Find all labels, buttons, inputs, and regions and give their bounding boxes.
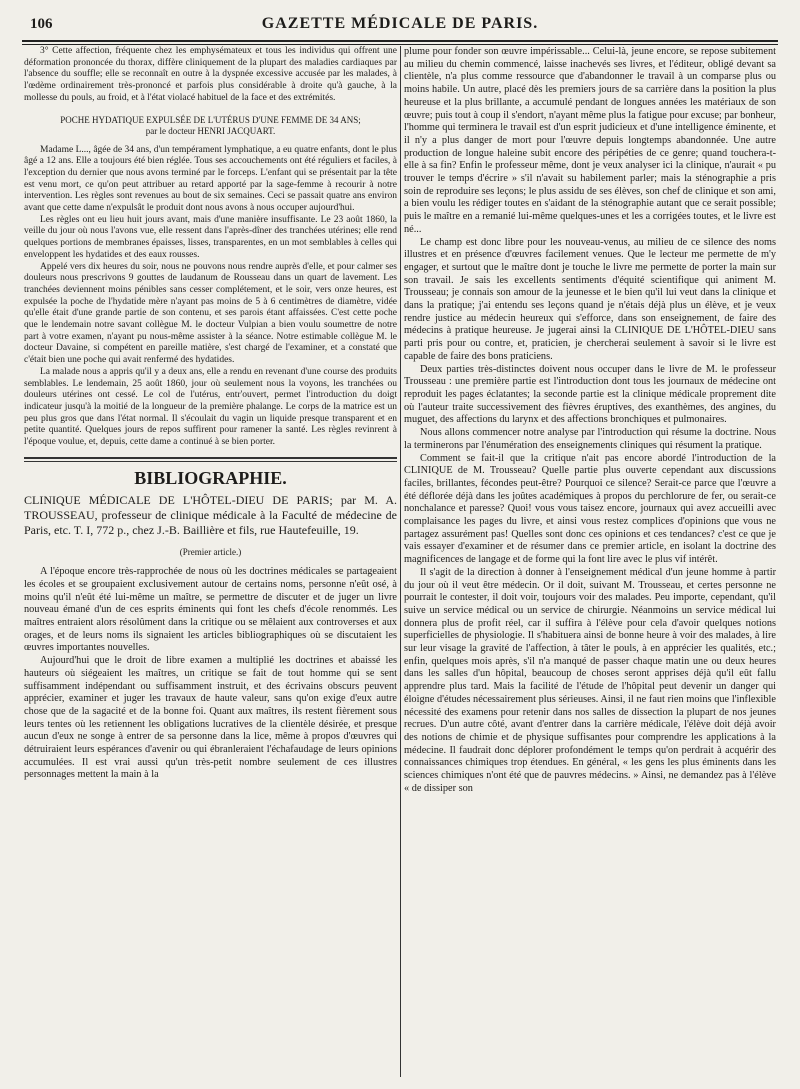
left-column bbox=[24, 46, 397, 782]
right-paragraph: Deux parties très-distinctes doivent nous occuper dans le livre de M. le professeur Trousseau : une première partie est l'introduction dont tous les journaux de médecine ont reproduit les pages éclatantes; la seconde partie est la clinique médicale proprement dite où l'auteur traite successivement des fièvres éruptives, des exanthèmes, des angines, du muguet, des affections du larynx et des affections bronchiques et pulmonaires. bbox=[404, 363, 776, 426]
case-author: par le docteur HENRI JACQUART. bbox=[145, 125, 276, 136]
journal-title: GAZETTE MÉDICALE DE PARIS. bbox=[261, 15, 539, 32]
biblio-paragraph: A l'époque encore très-rapprochée de nous où les doctrines médicales se partageaient les écoles et se groupaient exclusivement autour de certains noms, personne n'eût osé, à moins qu'il n'eût été lui-même un maître, se permettre de discuter et de juger un livre nouveau émané d'un de ces esprits éminents qui font les chefs d'école renommés. Les maîtres entraient alors résolûment dans la critique ou se mêlaient aux controverses et aux orages, et de leurs noms ils signaient les articles bibliographiques où se discutaient les œuvres importantes nouvelles. bbox=[24, 566, 397, 654]
case-title-text: POCHE HYDATIQUE EXPULSÉE DE L'UTÉRUS D'UNE FEMME DE 34 ANS; bbox=[60, 114, 361, 125]
biblio-paragraph: Aujourd'hui que le droit de libre examen a multiplié les doctrines et abaissé les hauteurs où siégeaient les maîtres, un critique se fait de tout homme qui se sent suffisamment indépendant ou suffisamment instruit, et des écrivains obscurs peuvent apprécier, examiner et juger les travaux de haute valeur, sans qu'on exige d'eux autre chose que de la sagacité et de la bonne foi. Quant aux maîtres, ils restent fièrement sous leurs tentes où les retiennent les obligations lucratives de la clientèle désirée, et presque aucun d'eux ne songe à entrer de sa personne dans la lice, même à propos d'œuvres qui détruiraient leurs espérances d'avenir ou qui ébranleraient l'échafaudage de leurs opinions accumulées. Il est vrai aussi qu'un très-petit nombre seulement de ces illustres personnages mettent la main à la bbox=[24, 655, 397, 781]
intro-paragraph: 3° Cette affection, fréquente chez les emphysémateux et tous les individus qui offrent une déformation prononcée du thorax, diffère cliniquement de la plupart des maladies cardiaques par l'absence du souffle; elle se reconnaît en outre à la dyspnée excessive accusée par les malades, à l'œdème ordinairement très-prononcé et parfois plus considérable à droite qu'à gauche, à la mollesse du pouls, au froid, et à l'état violacé habituel de la face et des extrémités. bbox=[24, 46, 397, 103]
column-divider bbox=[400, 46, 401, 1077]
section-heading: BIBLIOGRAPHIE. bbox=[134, 467, 287, 488]
header-rule bbox=[22, 40, 778, 42]
header-rule-thin bbox=[22, 44, 778, 45]
page-number: 106 bbox=[30, 16, 53, 32]
right-paragraph: Nous allons commencer notre analyse par l'introduction qui résume la doctrine. Nous la terminerons par l'énumération des enseignements cliniques qui résument la pratique. bbox=[404, 427, 776, 451]
right-paragraph: plume pour fonder son œuvre impérissable... Celui-là, jeune encore, se repose subitement au milieu du chemin commencé, laisse inachevés ses livres, et l'éditeur, obligé devant sa clientèle, n'a plus comme ressource que d'abandonner le travail à un comparse plus ou moins habile. Un autre, placé dès les premiers jours de sa carrière dans la position la plus heureuse et la plus brillante, a accumulé pendant de longues années les matériaux de son œuvre; puis tout à coup il s'endort, n'ayant même plus la fatigue pour excuse; par bonheur, l'homme qui terminera le travail est d'un esprit judicieux et d'une intelligence éminente, et il n'y a plus danger de mort pour l'œuvre depuis longtemps abandonnée. Une autre production de longue haleine subit encore des péripéties de ce genre; quand touchera-t-elle à sa fin? Enfin le professeur même, dont je veux analyser ici la clinique, n'aurait « pu trouver le temps d'écrire » s'il n'avait su habilement parler; mais la sténographie a pris soin de reproduire ses leçons; le plus assidu de ses élèves, son chef de clinique et son ami, a bien voulu les rédiger toutes en s'aidant de la sténographie autant que ce serait possible; puis le maître en a remanié lui-même quelques-unes et les a corrigées toutes, et le livre est né... bbox=[404, 46, 776, 235]
right-column bbox=[404, 46, 776, 795]
right-paragraph: Il s'agit de la direction à donner à l'enseignement médical d'un jeune homme à partir du jour où il veut être médecin. Or il doit, suivant M. Trousseau, et certes personne ne pourrait le contester, il doit voir, toujours voir des malades. Peu importe, cependant, qu'il suive un service médical ou un service de chirurgie. Néanmoins un service médical lui donnera plus de profit réel, car il suffira à l'élève pour cela d'avoir quelques notions superficielles de physiologie. Il s'habituera ainsi de bonne heure à voir des malades, à lire sur leur visage la gravité de l'affection, à tâter le pouls, à en apprécier les qualités, etc.; enfin, quelques mois après, s'il n'a manqué de passer chaque matin une ou deux heures dans les salles d'un hôpital, beaucoup de choses seront apprises déjà qu'il eût fallu apprendre plus tard. Mais la facilité de l'étude de l'hôpital peut devenir un danger qui éloigne d'études nécessairement plus sérieuses. Ainsi, il ne faut rien moins que l'inflexible nécessité des examens pour retenir dans nos salles de dissection la plupart de nos jeunes recrues. D'un autre côté, avant d'entrer dans la carrière médicale, l'élève doit déjà avoir des notions de chimie et de physique suffisantes pour comprendre les applications à la médecine. Il faudrait donc déplorer profondément le temps qu'on perdrait à acquérir des connaissances chimiques trop étendues. En général, « les gens les plus éminents dans les sciences chimiques n'ont été que de pauvres médecins. » Ainsi, ne demandez pas à l'élève « de dissiper son bbox=[404, 566, 776, 794]
case-paragraph: La malade nous a appris qu'il y a deux ans, elle a rendu en revenant d'une course des produits semblables. Le lendemain, 25 août 1860, jour où seulement nous la voyons, les tranchées ou douleurs utérines ont cessé. Le col de l'utérus, entr'ouvert, permet l'introduction du doigt indicateur jusqu'à la moitié de la longueur de la première phalange. Le corps de la matrice est un peu plus gros que dans l'état normal. Il s'écoulait du vagin un liquide presque transparent et en petite quantité. Quelques jours de repos suffirent pour ramener la santé. Les règles revinrent à l'époque voulue, et, depuis, cette dame a continué à se bien porter. bbox=[24, 366, 397, 448]
book-reference: CLINIQUE MÉDICALE DE L'HÔTEL-DIEU DE PARIS; par M. A. TROUSSEAU, professeur de clinique médicale à la Faculté de médecine de Paris, etc. T. I, 772 p., chez J.-B. Baillière et fils, rue Hautefeuille, 19. bbox=[24, 492, 397, 537]
article-label: (Premier article.) bbox=[179, 546, 242, 557]
case-title bbox=[24, 115, 397, 137]
case-paragraph: Madame L..., âgée de 34 ans, d'un tempérament lymphatique, a eu quatre enfants, dont le plus âgé a 12 ans. Elle a toujours été bien réglée. Tous ses accouchements ont été réguliers et faciles, à l'exception du dernier que nous avons terminé par le forceps. L'enfant qui se présentait par la tête est venu mort, ce qu'on peut attribuer au retard apporté par la sage-femme à recourir à notre intervention. Les règles sont revenues au bout de six semaines. Ceci se passait quatre ans environ avant que cette dame n'expulsât le produit dont nous avons à nous occuper aujourd'hui. bbox=[24, 144, 397, 214]
right-paragraph: Comment se fait-il que la critique n'ait pas encore abordé l'introduction de la CLINIQUE de M. Trousseau? Quelle partie plus ouverte cependant aux discussions faciles, brillantes, fécondes peut-être? Pourquoi ce silence? Serait-ce parce que l'œuvre a été déflorée déjà dans les joûtes académiques à propos du perchlorure de fer, ou serait-ce nonchalance et paresse? Quoi! vous vous taisez encore, journaux qui avez accueilli avec complaisance les pages du livre, et ainsi vous restez complices d'opinions que vous ne partagez assurément pas! Quelles sont donc ces opinions et ces tendances? c'est ce que je vais essayer d'examiner et de résumer dans ce premier article, en isolant la doctrine des magnificences de langage et de forme qui la font lire avec le plus vif intérêt. bbox=[404, 452, 776, 566]
section-rule bbox=[24, 457, 397, 462]
right-paragraph: Le champ est donc libre pour les nouveau-venus, au milieu de ce silence des noms illustres et en présence d'œuvres facilement venues. Que le lecteur me permette de m'y engager, et surtout que le maître dont je touche le livre me permette de porter la main sur son travail. Je sais les excellents sentiments d'équité scientifique qui animent M. Trousseau; je connais son amour de la jeunesse et le bien qu'il lui veut dans la clinique et dans la pratique; j'ai entendu ses leçons quand je n'étais déjà plus un élève, et je veux rendre justice au médecin heureux qui s'efforce, dans son enseignement, de faire des médecins à pratique heureuse. Je jugerai ainsi la CLINIQUE DE L'HÔTEL-DIEU sans parti pris pour ou contre, et, praticien, je chercherai seulement à savoir si le livre est capable de faire des bons praticiens. bbox=[404, 236, 776, 362]
case-paragraph: Les règles ont eu lieu huit jours avant, mais d'une manière insuffisante. Le 23 août 1860, la veille du jour où nous l'avons vue, elle ressent dans l'après-dîner des tranchées utérines; elle rend quelques portions de membranes épaisses, lisses, transparentes, en un mot semblables à celles qui enveloppent les hydatides et des eaux rousses. bbox=[24, 214, 397, 260]
case-paragraph: Appelé vers dix heures du soir, nous ne pouvons nous rendre auprès d'elle, et pour calmer ses douleurs nous prescrivons 9 gouttes de laudanum de Rousseau dans un quart de lavement. Les tranchées deviennent moins pénibles sans cesser complétement, et le soir, vers onze heures, est expulsée la poche de l'hydatide mère n'ayant pas moins de 5 à 6 centimètres de diamètre, vidée qu'elle était d'une grande partie de son contenu, et ses parois étant affaissées. C'est cette poche que le lendemain notre savant collègue M. le docteur Vulpian a bien voulu soumettre de notre part à votre examen, n'ayant pu nous-même assister à la séance. Notre estimable collègue M. le docteur Davaine, si compétent en pareille matière, s'est chargé de l'examiner, et a constaté que c'était bien une poche qui avait renfermé des hydatides. bbox=[24, 261, 397, 366]
page-header bbox=[22, 12, 778, 38]
